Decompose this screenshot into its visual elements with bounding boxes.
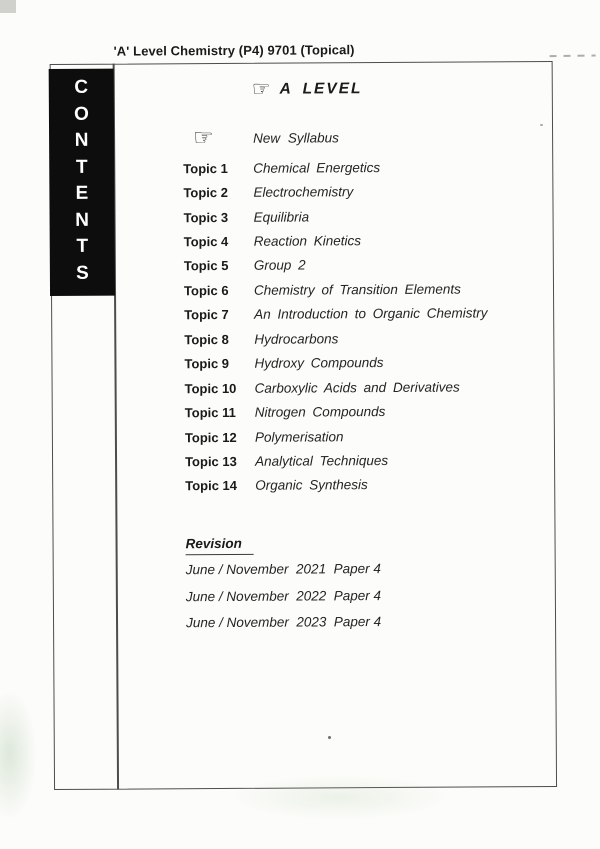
contents-letter: N (74, 129, 89, 152)
topic-label: Topic 11 (184, 405, 236, 421)
topic-title: Organic Synthesis (255, 477, 368, 494)
contents-letter: T (76, 236, 89, 258)
topic-row (184, 276, 544, 303)
topic-title: Analytical Techniques (255, 452, 389, 469)
topic-label: Topic 13 (185, 453, 237, 470)
contents-letter: O (73, 103, 89, 125)
topic-row (184, 301, 544, 328)
topic-row (183, 203, 543, 230)
topic-title: Group 2 (253, 257, 306, 274)
topic-label: Topic 14 (185, 478, 238, 494)
topic-row (184, 227, 544, 254)
topic-title: Equilibria (253, 209, 310, 225)
topic-row (185, 447, 545, 474)
topic-title: Polymerisation (254, 428, 344, 445)
scan-smudge-artifact (230, 775, 450, 820)
scan-line-artifact (550, 55, 596, 57)
topic-title: Reaction Kinetics (253, 233, 362, 249)
topic-row (184, 350, 544, 377)
contents-letter: C (74, 76, 89, 98)
topic-label: Topic 1 (183, 160, 228, 176)
revision-list (186, 555, 382, 637)
syllabus-label: New Syllabus (253, 130, 339, 146)
contents-letter: T (75, 156, 88, 178)
topic-title: Electrochemistry (253, 184, 354, 200)
topic-label: Topic 8 (184, 331, 229, 348)
topic-row (185, 374, 545, 401)
level-heading-row (252, 78, 363, 100)
topic-row (183, 154, 543, 181)
revision-item: June / November 2021 Paper 4 (185, 560, 381, 578)
topic-row (184, 325, 544, 352)
pointing-hand-icon: ☞ (251, 76, 271, 101)
topic-label: Topic 2 (183, 185, 229, 201)
topic-row (185, 423, 545, 450)
topic-label: Topic 4 (183, 233, 229, 250)
topic-title: Nitrogen Compounds (254, 404, 386, 420)
scan-speck-artifact (328, 736, 331, 739)
contents-letter: N (75, 209, 90, 231)
topic-title: Carboxylic Acids and Derivatives (254, 379, 460, 396)
scan-corner-artifact (0, 0, 16, 13)
page-title: 'A' Level Chemistry (P4) 9701 (Topical) (113, 42, 355, 59)
level-heading: A LEVEL (279, 79, 363, 98)
topic-title: Chemistry of Transition Elements (253, 281, 461, 298)
topic-label: Topic 10 (184, 380, 237, 396)
pointing-hand-icon: ☞ (193, 125, 214, 152)
topic-title: Chemical Energetics (253, 159, 381, 176)
revision-item: June / November 2023 Paper 4 (185, 614, 382, 631)
topic-title: Hydroxy Compounds (254, 355, 384, 372)
topic-title: Hydrocarbons (254, 331, 339, 347)
topic-row (183, 178, 543, 205)
topic-row (184, 252, 544, 279)
topic-label: Topic 7 (184, 307, 229, 323)
contents-sidebar (49, 69, 115, 296)
topic-row (185, 398, 545, 425)
scan-speck-artifact (540, 124, 543, 126)
revision-item: June / November 2022 Paper 4 (185, 587, 382, 604)
scan-smudge-artifact (0, 690, 37, 820)
topic-label: Topic 12 (184, 429, 237, 445)
topics-list (183, 154, 545, 498)
topic-label: Topic 5 (183, 258, 229, 274)
topic-title: An Introduction to Organic Chemistry (254, 305, 488, 323)
topic-label: Topic 9 (184, 356, 230, 372)
topic-label: Topic 3 (183, 209, 229, 225)
topic-row (185, 472, 545, 499)
topic-label: Topic 6 (183, 282, 229, 299)
contents-letter: S (75, 262, 89, 284)
contents-letter: E (75, 183, 89, 205)
revision-heading: Revision (186, 536, 254, 555)
